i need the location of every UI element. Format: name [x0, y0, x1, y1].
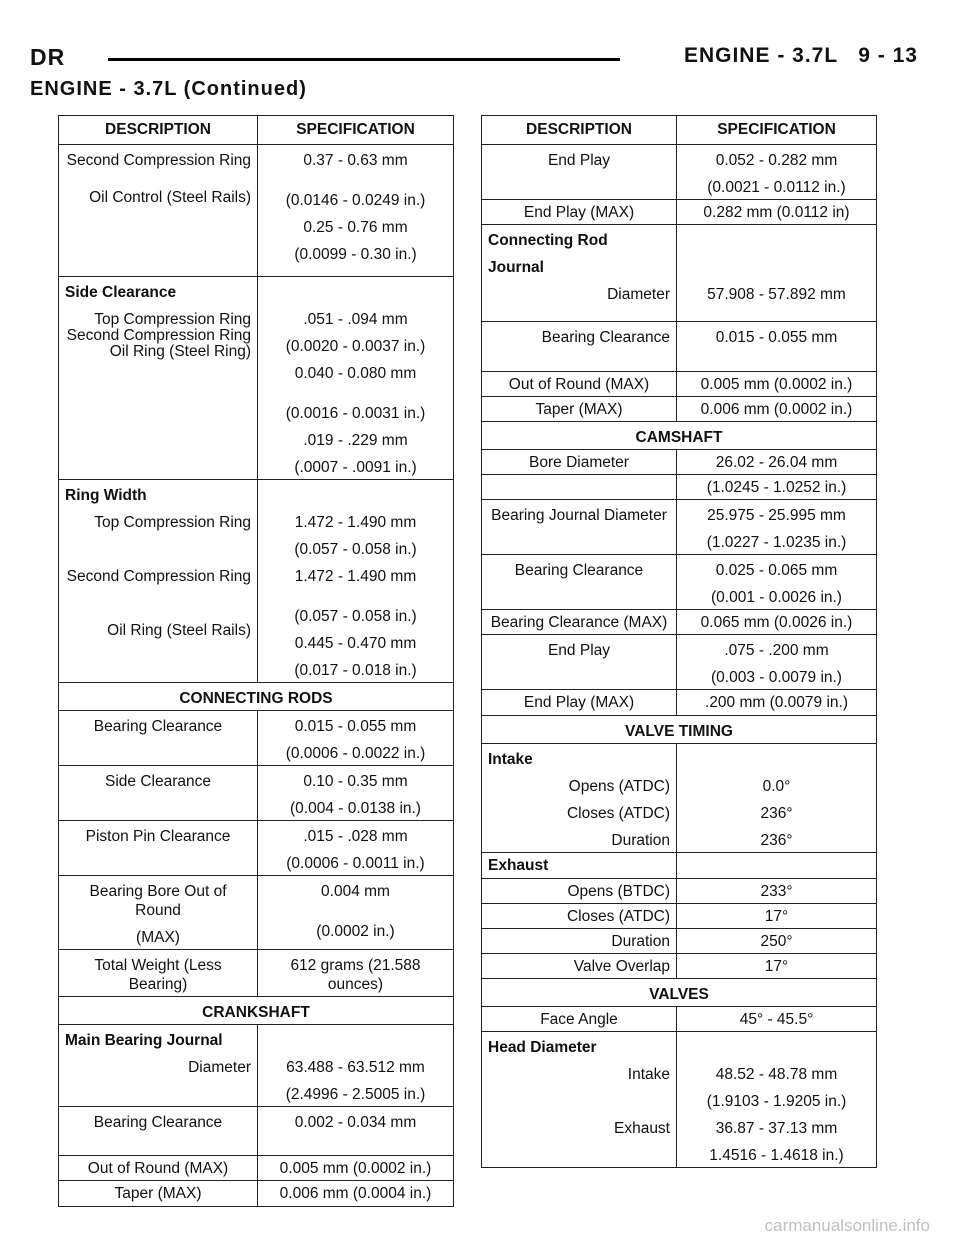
- row-value: (0.004 - 0.0138 in.): [290, 800, 421, 817]
- left-spec-table: [58, 115, 454, 1207]
- row-value: 0.004 mm: [321, 883, 390, 900]
- group-heading: Intake: [488, 751, 533, 768]
- table-row: [482, 744, 877, 853]
- group-heading: Connecting Rod: [488, 232, 608, 249]
- row-value: (1.9103 - 1.9205 in.): [706, 1093, 847, 1110]
- section-row: [59, 683, 454, 711]
- row-value: 0.445 - 0.470 mm: [294, 635, 417, 652]
- row-desc: Second Compression Ring: [66, 327, 251, 344]
- table-row: [482, 225, 877, 322]
- row-value: 236°: [760, 832, 793, 849]
- spec-column-header: SPECIFICATION: [258, 116, 454, 145]
- row-value: (0.0006 - 0.0011 in.): [286, 855, 425, 872]
- manual-code: DR: [30, 44, 66, 70]
- row-value: 26.02 - 26.04 mm: [715, 454, 838, 471]
- row-desc: Out of Round (MAX): [87, 1160, 229, 1177]
- row-value: 45° - 45.5°: [739, 1011, 814, 1028]
- table-row: [482, 500, 877, 555]
- row-value: 0.005 mm (0.0002 in.): [700, 376, 853, 393]
- row-value: .019 - .229 mm: [303, 432, 408, 449]
- row-value: (.0007 - .0091 in.): [294, 459, 417, 476]
- row-desc: Top Compression Ring: [94, 514, 251, 531]
- row-value: 250°: [760, 933, 793, 950]
- row-desc: Second Compression Ring: [66, 152, 251, 169]
- table-row: [482, 397, 877, 422]
- table-row: [59, 1181, 454, 1207]
- row-desc: Valve Overlap: [573, 958, 670, 975]
- section-title: CONNECTING RODS: [179, 690, 333, 707]
- row-desc: Duration: [611, 832, 670, 849]
- row-value: 0.002 - 0.034 mm: [294, 1114, 417, 1131]
- table-row: [482, 145, 877, 200]
- desc-column-header: DESCRIPTION: [482, 116, 677, 145]
- row-value: 57.908 - 57.892 mm: [707, 286, 846, 303]
- row-value: 0.37 - 0.63 mm: [303, 152, 408, 169]
- row-desc: Out of Round (MAX): [508, 376, 650, 393]
- row-value: (0.057 - 0.058 in.): [294, 608, 417, 625]
- row-value: 0.015 - 0.055 mm: [715, 329, 838, 346]
- row-desc: Bearing Clearance: [514, 562, 644, 579]
- row-desc: Taper (MAX): [535, 401, 623, 418]
- row-value: 0.10 - 0.35 mm: [303, 773, 408, 790]
- group-heading: Journal: [488, 259, 544, 276]
- row-desc: Top Compression Ring: [94, 311, 251, 328]
- section-title: VALVES: [649, 986, 709, 1003]
- row-value: 48.52 - 48.78 mm: [715, 1066, 838, 1083]
- group-heading: Exhaust: [488, 857, 549, 874]
- section-row: [59, 997, 454, 1025]
- row-value: (0.017 - 0.018 in.): [294, 662, 417, 679]
- table-row: [59, 1025, 454, 1107]
- row-value: 0.005 mm (0.0002 in.): [279, 1160, 432, 1177]
- row-value: 0.282 mm (0.0112 in): [703, 204, 850, 221]
- row-value: 233°: [760, 883, 793, 900]
- row-value: (0.057 - 0.058 in.): [294, 541, 417, 558]
- table-row: [59, 950, 454, 997]
- table-row: [482, 372, 877, 397]
- row-desc: Piston Pin Clearance: [85, 828, 231, 845]
- row-desc: Taper (MAX): [114, 1185, 202, 1202]
- row-value: 17°: [764, 908, 789, 925]
- table-row: [59, 766, 454, 821]
- row-desc: Oil Ring (Steel Rails): [107, 622, 251, 639]
- group-heading: Head Diameter: [488, 1039, 597, 1056]
- header-rule: [108, 58, 620, 61]
- table-row: [482, 1032, 877, 1168]
- row-desc: Exhaust: [613, 1120, 670, 1137]
- row-desc: Opens (ATDC): [568, 778, 670, 795]
- table-row: [59, 145, 454, 277]
- table-row: [482, 555, 877, 610]
- row-value: (0.001 - 0.0026 in.): [711, 589, 842, 606]
- row-desc: Bore Diameter: [529, 454, 629, 471]
- row-desc: End Play: [547, 152, 611, 169]
- table-row: [482, 929, 877, 954]
- right-spec-table: [481, 115, 877, 1168]
- section-page-number: ENGINE - 3.7L 9 - 13: [683, 44, 918, 67]
- row-desc: Bearing Clearance: [93, 1114, 223, 1131]
- row-desc: Diameter: [188, 1059, 251, 1076]
- row-desc: Bearing Bore Out of Round: [89, 883, 227, 919]
- group-heading: Ring Width: [65, 487, 147, 504]
- row-desc: End Play (MAX): [523, 694, 635, 711]
- row-desc: Bearing Clearance: [541, 329, 670, 346]
- row-value: 0.052 - 0.282 mm: [715, 152, 838, 169]
- spec-column-header: SPECIFICATION: [677, 116, 877, 145]
- section-title: CRANKSHAFT: [202, 1004, 310, 1021]
- table-row: [482, 322, 877, 372]
- row-value: 0.25 - 0.76 mm: [303, 219, 408, 236]
- section-row: [482, 979, 877, 1007]
- table-row: [482, 635, 877, 690]
- row-value: 612 grams (21.588 ounces): [290, 957, 421, 993]
- table-row: [482, 879, 877, 904]
- row-desc: Total Weight (Less Bearing): [94, 957, 222, 993]
- table-row: [59, 277, 454, 480]
- row-desc: Side Clearance: [105, 773, 211, 790]
- section-title: VALVE TIMING: [625, 723, 733, 740]
- row-value: (2.4996 - 2.5005 in.): [285, 1086, 426, 1103]
- table-row: [482, 904, 877, 929]
- row-desc: [482, 475, 676, 499]
- row-value: 236°: [760, 805, 793, 822]
- row-desc: Bearing Clearance (MAX): [490, 614, 668, 631]
- row-desc: Face Angle: [540, 1011, 618, 1028]
- table-row: [482, 475, 877, 500]
- section-row: [482, 716, 877, 744]
- row-value: (0.0006 - 0.0022 in.): [285, 745, 426, 762]
- row-desc: [59, 172, 257, 180]
- row-value: 0.0°: [762, 778, 791, 795]
- section-title: CAMSHAFT: [635, 429, 723, 446]
- table-row: [59, 1156, 454, 1181]
- group-heading: Main Bearing Journal: [65, 1032, 223, 1049]
- table-row: [59, 711, 454, 766]
- row-value: 1.472 - 1.490 mm: [294, 568, 417, 585]
- row-desc: Oil Control (Steel Rails): [89, 189, 251, 206]
- row-value: .075 - .200 mm: [724, 642, 829, 659]
- row-value: 0.006 mm (0.0002 in.): [700, 401, 853, 418]
- row-desc: Closes (ATDC): [566, 805, 670, 822]
- row-desc: Bearing Clearance: [93, 718, 223, 735]
- row-value: .051 - .094 mm: [303, 311, 408, 328]
- row-value: 0.025 - 0.065 mm: [715, 562, 838, 579]
- table-row: [59, 480, 454, 683]
- table-row: [482, 610, 877, 635]
- page-header: [30, 44, 930, 74]
- row-value: (0.0016 - 0.0031 in.): [285, 405, 426, 422]
- watermark-text: carmanualsonline.info: [764, 1216, 930, 1235]
- row-value: (0.0099 - 0.30 in.): [294, 246, 417, 263]
- row-desc: Bearing Journal Diameter: [491, 507, 667, 524]
- row-desc: End Play: [547, 642, 611, 659]
- row-desc: Closes (ATDC): [566, 908, 670, 925]
- row-desc: Intake: [627, 1066, 670, 1083]
- row-value: 0.040 - 0.080 mm: [294, 365, 417, 382]
- table-row: [482, 1007, 877, 1032]
- row-value: (1.0227 - 1.0235 in.): [706, 534, 847, 551]
- row-value: (0.0002 in.): [316, 923, 395, 940]
- row-desc: Second Compression Ring: [66, 568, 251, 585]
- row-value: (0.0020 - 0.0037 in.): [285, 338, 426, 355]
- row-desc: Duration: [611, 933, 670, 950]
- group-heading: Side Clearance: [65, 284, 177, 301]
- table-row: [482, 954, 877, 979]
- row-value: 36.87 - 37.13 mm: [715, 1120, 838, 1137]
- desc-column-header: DESCRIPTION: [59, 116, 258, 145]
- row-desc: End Play (MAX): [523, 204, 635, 221]
- row-value: 63.488 - 63.512 mm: [286, 1059, 425, 1076]
- row-value: 25.975 - 25.995 mm: [707, 507, 846, 524]
- table-row: [482, 853, 877, 879]
- table-row: [59, 821, 454, 876]
- row-value: 0.065 mm (0.0026 in.): [700, 614, 853, 631]
- row-value: (0.003 - 0.0079 in.): [711, 669, 842, 686]
- row-value: 0.015 - 0.055 mm: [294, 718, 417, 735]
- table-row: [59, 1107, 454, 1156]
- row-value: (1.0245 - 1.0252 in.): [706, 479, 847, 496]
- table-row: [59, 876, 454, 950]
- row-value: 1.472 - 1.490 mm: [294, 514, 417, 531]
- section-row: [482, 422, 877, 450]
- row-desc: Opens (BTDC): [567, 883, 670, 900]
- row-value: .015 - .028 mm: [303, 828, 408, 845]
- row-desc: Diameter: [607, 286, 670, 303]
- row-desc: (MAX): [136, 929, 180, 946]
- table-row: [482, 690, 877, 716]
- table-row: [482, 200, 877, 225]
- row-value: (0.0146 - 0.0249 in.): [285, 192, 426, 209]
- row-desc: Oil Ring (Steel Ring): [109, 343, 251, 360]
- page-subtitle: ENGINE - 3.7L (Continued): [30, 78, 307, 100]
- row-value: 0.006 mm (0.0004 in.): [279, 1185, 432, 1202]
- table-header-row: [59, 116, 454, 145]
- row-value: (0.0021 - 0.0112 in.): [707, 179, 846, 196]
- row-desc: [59, 209, 257, 217]
- table-header-row: [482, 116, 877, 145]
- table-row: [482, 450, 877, 475]
- row-value: 17°: [764, 958, 789, 975]
- row-value: .200 mm (0.0079 in.): [704, 694, 848, 711]
- row-value: 1.4516 - 1.4618 in.): [709, 1147, 844, 1164]
